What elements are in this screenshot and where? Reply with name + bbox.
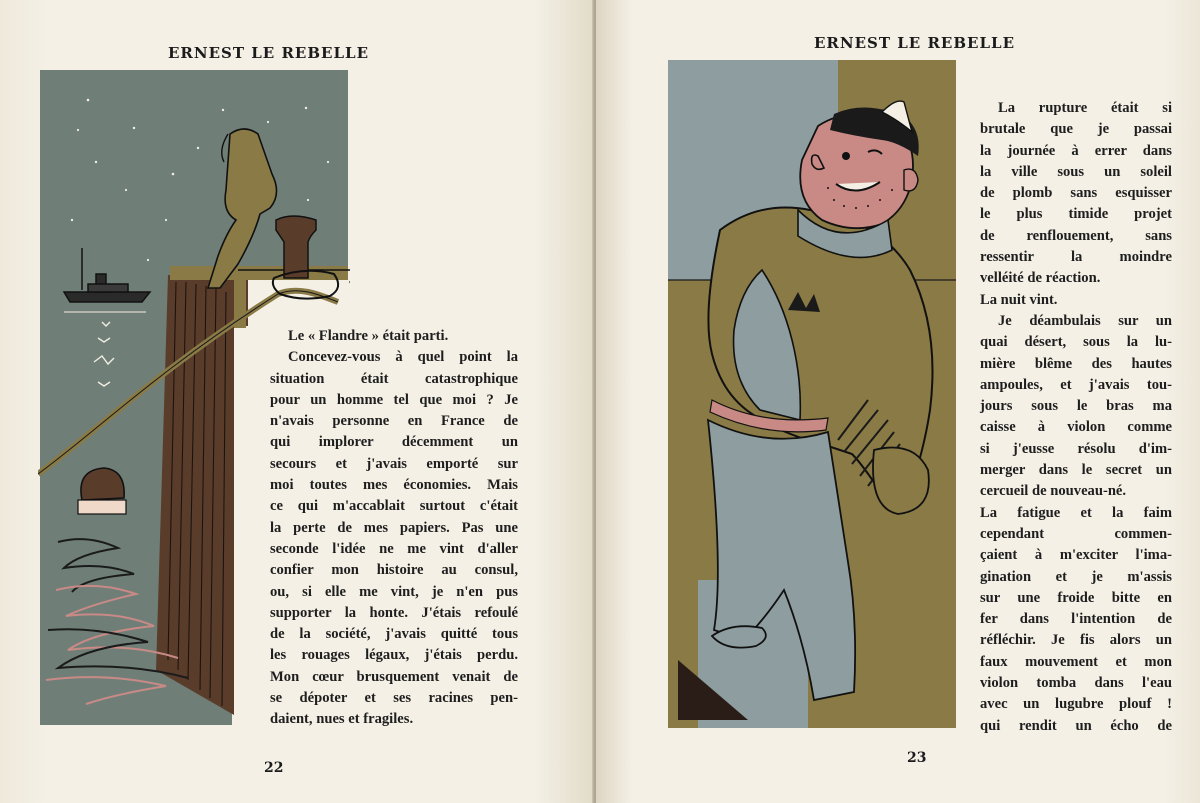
text-line: n'avais personne en France de xyxy=(270,413,518,430)
text-line: daient, nues et fragiles. xyxy=(270,711,414,728)
text-line: cependant commen- xyxy=(980,525,1172,542)
text-line: les rouages légaux, j'étais perdu. xyxy=(270,647,518,664)
right-page xyxy=(596,0,1200,803)
text-line: qui implorer décemment un xyxy=(270,434,518,451)
text-line: de plomb sans esquisser xyxy=(980,185,1172,202)
text-line: pour un homme tel que moi ? Je xyxy=(270,391,518,408)
left-page-text xyxy=(270,326,518,731)
text-line: de la société, j'avais quitté tous xyxy=(270,626,518,643)
text-line: moi toutes mes économies. Mais xyxy=(270,477,518,494)
left-page xyxy=(0,0,594,803)
text-line: La nuit vint. xyxy=(980,291,1058,308)
text-line: gination et je m'assis xyxy=(980,568,1172,585)
text-line: qui rendit un écho de xyxy=(980,717,1172,734)
text-line: faux mouvement et mon xyxy=(980,653,1172,670)
text-line: de renflouement, sans xyxy=(980,227,1172,244)
text-line: Mon cœur brusquement venait de xyxy=(270,668,518,685)
text-line: ce qui m'accablait surtout c'était xyxy=(270,498,518,515)
text-line: secours et j'avais emporté sur xyxy=(270,455,518,472)
text-line: cercueil de nouveau-né. xyxy=(980,483,1127,500)
man-in-hat-illustration xyxy=(668,60,958,732)
text-line: ressentir la moindre xyxy=(980,249,1172,266)
text-line: si j'eusse résolu d'im- xyxy=(980,440,1172,457)
text-line: caisse à violon comme xyxy=(980,419,1172,436)
text-line: ou, si elle me vint, je n'en pus xyxy=(270,583,518,600)
text-line: supporter la honte. J'étais refoulé xyxy=(270,604,518,621)
text-line: fer dans l'intention de xyxy=(980,611,1172,628)
text-line: merger dans le secret un xyxy=(980,462,1172,479)
running-head: ERNEST LE REBELLE xyxy=(168,44,369,62)
text-line: violon tomba dans l'eau xyxy=(980,675,1172,692)
text-line: mière blême des hautes xyxy=(980,355,1172,372)
text-line: le plus timide projet xyxy=(980,206,1172,223)
text-line: se dépoter et ses racines pen- xyxy=(270,690,518,707)
text-line: confier mon histoire au consul, xyxy=(270,562,518,579)
text-line: La fatigue et la faim xyxy=(980,504,1172,521)
text-line: La rupture était si xyxy=(998,100,1172,116)
right-page-text xyxy=(980,98,1172,737)
text-line: quai désert, sous la lu- xyxy=(980,334,1172,351)
page-number: 22 xyxy=(264,760,284,776)
running-head: ERNEST LE REBELLE xyxy=(814,34,1015,52)
text-line: çaient à m'exciter l'ima- xyxy=(980,547,1172,564)
text-line: sur une froide bitte en xyxy=(980,589,1172,606)
text-line: avec un lugubre plouf ! xyxy=(980,696,1172,713)
text-line: situation était catastrophique xyxy=(270,370,518,387)
text-line: réfléchir. Je fis alors un xyxy=(980,632,1172,649)
text-line: seconde l'idée ne me vint d'aller xyxy=(270,540,518,557)
text-line: brutale que je passai xyxy=(980,121,1172,138)
text-line: ampoules, et j'avais tou- xyxy=(980,376,1172,393)
text-line: Concevez-vous à quel point la xyxy=(288,349,518,366)
text-line: la perte de mes papiers. Pas une xyxy=(270,519,518,536)
text-line: la journée à errer dans xyxy=(980,142,1172,159)
text-line: la ville sous un soleil xyxy=(980,163,1172,180)
text-line: velléité de réaction. xyxy=(980,270,1101,287)
page-number: 23 xyxy=(907,750,927,766)
text-line: Le « Flandre » était parti. xyxy=(288,328,449,344)
text-line: Je déambulais sur un xyxy=(998,312,1172,329)
text-line: jours sous le bras ma xyxy=(980,398,1172,415)
